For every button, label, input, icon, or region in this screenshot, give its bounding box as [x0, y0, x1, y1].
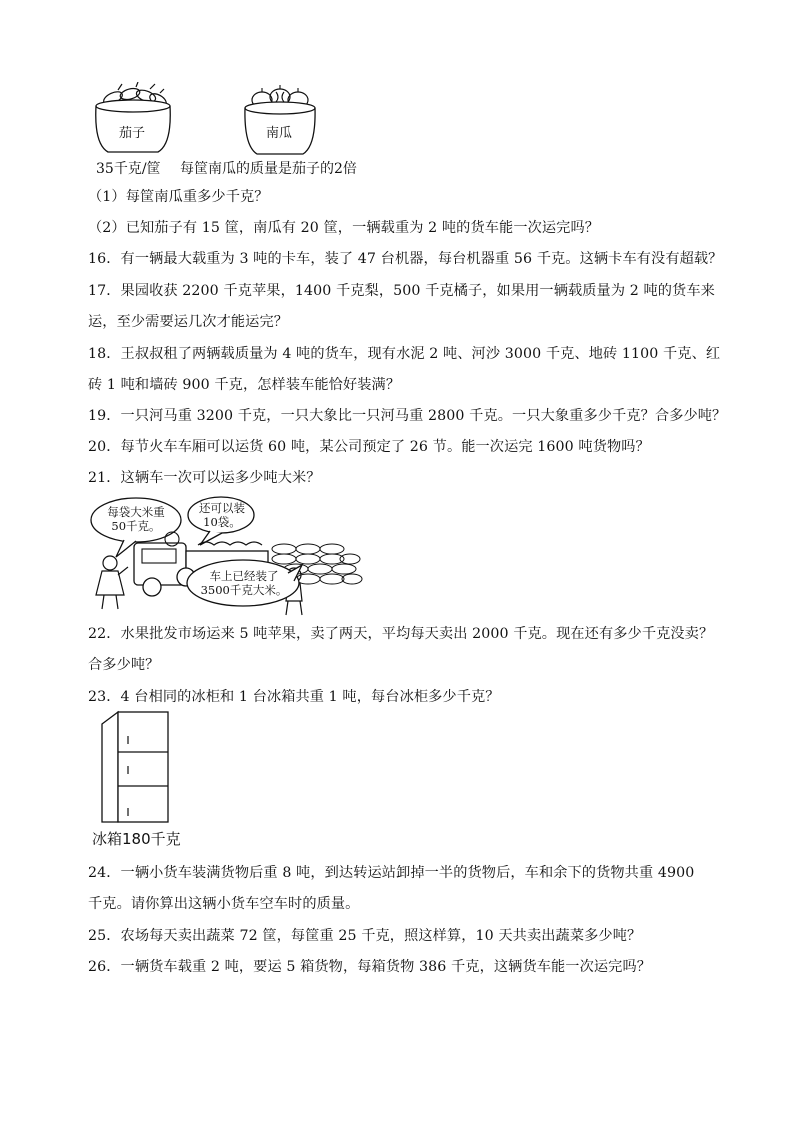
- bubble-sack-weight: [94, 505, 178, 533]
- truck-figure: [88, 495, 368, 617]
- question-15-part-1: （1）每筐南瓜重多少千克？: [88, 189, 269, 205]
- question-23: 23．4 台相同的冰柜和 1 台冰箱共重 1 吨，每台冰柜多少千克？: [88, 689, 500, 705]
- question-21: 21．这辆车一次可以运多少吨大米？: [88, 470, 321, 486]
- bubble-more-sacks-line-1: 还可以装: [199, 501, 245, 515]
- question-18-line-2: 砖 1 吨和墙砖 900 千克，怎样装车能恰好装满？: [88, 377, 401, 393]
- bubble-more-sacks-line-2: 10袋。: [203, 515, 241, 529]
- question-17-line-1: 17．果园收获 2200 千克苹果，1400 千克梨，500 千克橘子，如果用一辆载质量为 2 吨的货车来: [88, 283, 715, 299]
- bubble-loaded-rice-line-1: 车上已经装了: [209, 569, 279, 583]
- bubble-more-sacks: [192, 501, 252, 529]
- bubble-loaded-rice-line-2: 3500千克大米。: [200, 583, 288, 597]
- question-22-line-2: 合多少吨？: [88, 657, 160, 673]
- question-26: 26．一辆货车载重 2 吨，要运 5 箱货物，每箱货物 386 千克，这辆货车能一次运完吗？: [88, 959, 652, 975]
- question-25: 25．农场每天卖出蔬菜 72 筐，每筐重 25 千克，照这样算，10 天共卖出蔬菜多少吨？: [88, 928, 642, 944]
- question-24-line-1: 24．一辆小货车装满货物后重 8 吨，到达转运站卸掉一半的货物后，车和余下的货物共重 4900: [88, 865, 695, 881]
- question-16: 16．有一辆最大载重为 3 吨的卡车，装了 47 台机器，每台机器重 56 千克。这辆卡车有没有超载？: [88, 251, 723, 267]
- basket-figure: [88, 82, 357, 182]
- question-18-line-1: 18．王叔叔租了两辆载质量为 4 吨的货车，现有水泥 2 吨、河沙 3000 千克、地砖 1100 千克、红: [88, 346, 721, 362]
- question-17-line-2: 运，至少需要运几次才能运完？: [88, 314, 289, 330]
- question-22-line-1: 22．水果批发市场运来 5 吨苹果，卖了两天，平均每天卖出 2000 千克。现在还有多少千克没卖？: [88, 626, 714, 642]
- eggplant-basket-icon: [88, 82, 178, 157]
- eggplant-weight-caption: 35千克/筐: [96, 161, 161, 177]
- fridge-caption: 冰箱180千克: [92, 830, 181, 848]
- question-20: 20．每节火车车厢可以运货 60 吨，某公司预定了 26 节。能一次运完 1600 吨货物吗？: [88, 439, 650, 455]
- fridge-icon: [98, 710, 178, 830]
- pumpkin-label: 南瓜: [266, 126, 293, 141]
- bubble-sack-weight-line-1: 每袋大米重: [107, 505, 165, 519]
- bubble-loaded-rice: [192, 569, 296, 597]
- pumpkin-note-caption: 每筐南瓜的质量是茄子的2倍: [180, 161, 357, 177]
- question-15-part-2: （2）已知茄子有 15 筐，南瓜有 20 筐，一辆载重为 2 吨的货车能一次运完吗？: [88, 220, 600, 236]
- question-24-line-2: 千克。请你算出这辆小货车空车时的质量。: [88, 896, 360, 912]
- eggplant-label: 茄子: [119, 126, 146, 141]
- question-19: 19．一只河马重 3200 千克，一只大象比一只河马重 2800 千克。一只大象重多少千克？合多少吨？: [88, 408, 727, 424]
- bubble-sack-weight-line-2: 50千克。: [111, 519, 161, 533]
